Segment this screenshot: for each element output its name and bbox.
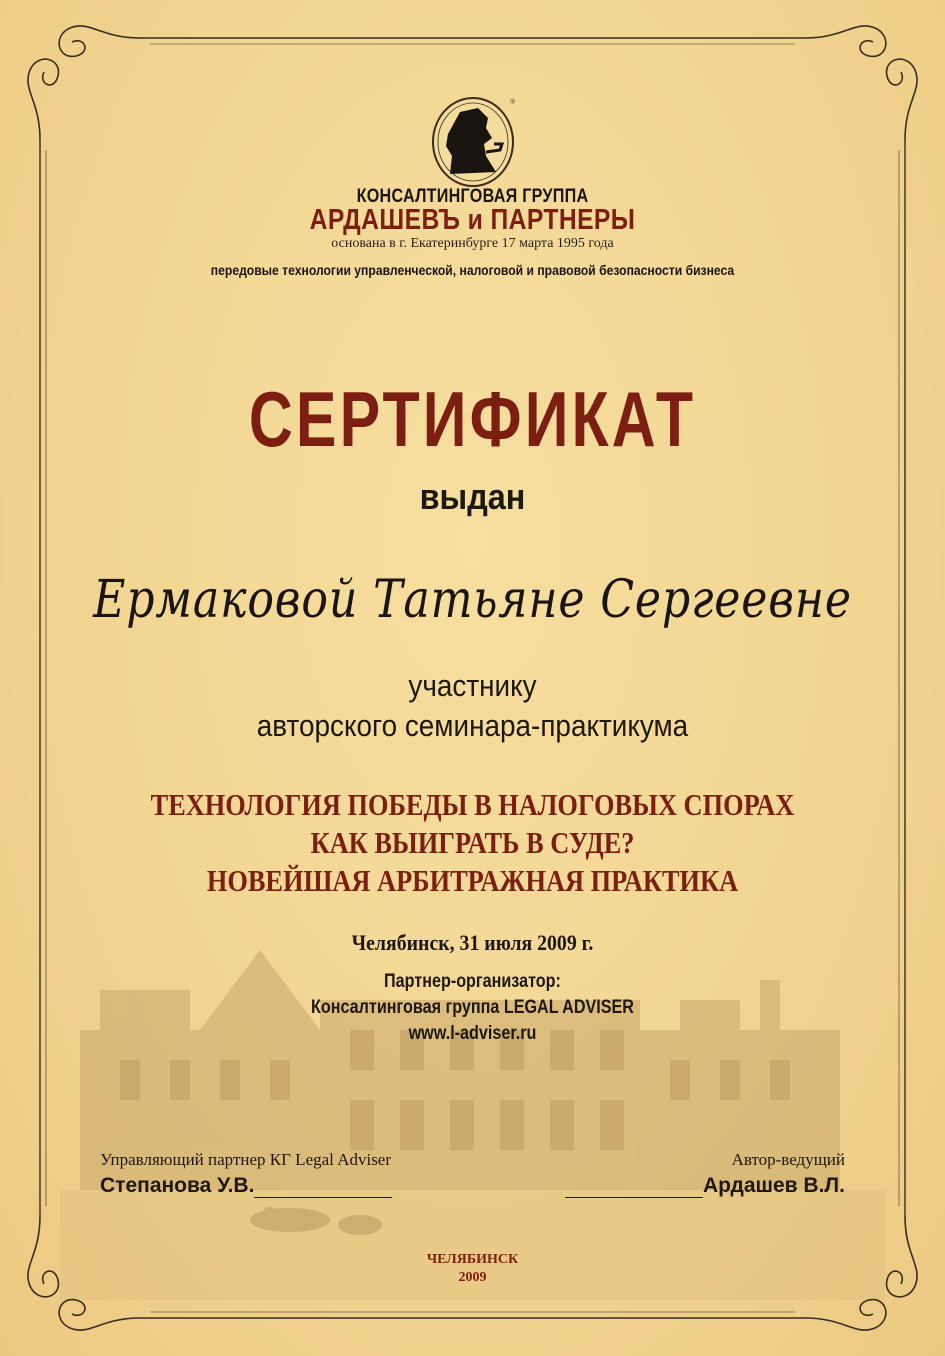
signer-right-role: Автор-ведущий	[731, 1150, 845, 1169]
sherlock-logo-icon	[430, 94, 516, 188]
certificate-title: СЕРТИФИКАТ	[248, 375, 697, 463]
company-name-line1: КОНСАЛТИНГОВАЯ ГРУППА	[356, 186, 589, 207]
footer-city: ЧЕЛЯБИНСК	[426, 1252, 519, 1267]
footer-year: 2009	[458, 1270, 487, 1285]
signer-left-name: Степанова У.В.	[100, 1174, 255, 1197]
signature-block-left	[100, 1150, 440, 1198]
partner-name: Консалтинговая группа LEGAL ADVISER	[311, 997, 634, 1018]
participant-line1: участнику	[408, 668, 537, 703]
signer-right-name: Ардашев В.Л.	[703, 1174, 845, 1197]
partner-label: Партнер-организатор:	[384, 971, 561, 992]
svg-text:®: ®	[510, 98, 516, 106]
seminar-topic-line2: КАК ВЫИГРАТЬ В СУДЕ?	[310, 825, 635, 860]
founded-note: основана в г. Екатеринбурге 17 марта 1995 года	[331, 236, 614, 251]
signer-right-name-row	[515, 1174, 845, 1198]
partner-website: www.l-adviser.ru	[408, 1023, 537, 1044]
seminar-topic-line1: ТЕХНОЛОГИЯ ПОБЕДЫ В НАЛОГОВЫХ СПОРАХ	[150, 787, 795, 822]
signer-left-role: Управляющий партнер КГ Legal Adviser	[100, 1150, 392, 1169]
issued-label: выдан	[419, 476, 526, 517]
signature-block-right	[515, 1150, 845, 1198]
participant-line2: авторского семинара-практикума	[256, 708, 689, 743]
signature-line-right	[565, 1179, 703, 1198]
place-and-date: Челябинск, 31 июля 2009 г.	[351, 930, 594, 955]
signature-line-left	[254, 1179, 392, 1198]
company-slogan: передовые технологии управленческой, налоговой и правовой безопасности бизнеса	[210, 263, 735, 278]
recipient-name: Ермаковой Татьяне Сергеевне	[93, 570, 852, 630]
company-name-line2: АРДАШЕВЪ и ПАРТНЕРЫ	[309, 204, 636, 236]
seminar-topic-line3: НОВЕЙШАЯ АРБИТРАЖНАЯ ПРАКТИКА	[206, 863, 739, 898]
signer-left-name-row	[100, 1174, 440, 1198]
